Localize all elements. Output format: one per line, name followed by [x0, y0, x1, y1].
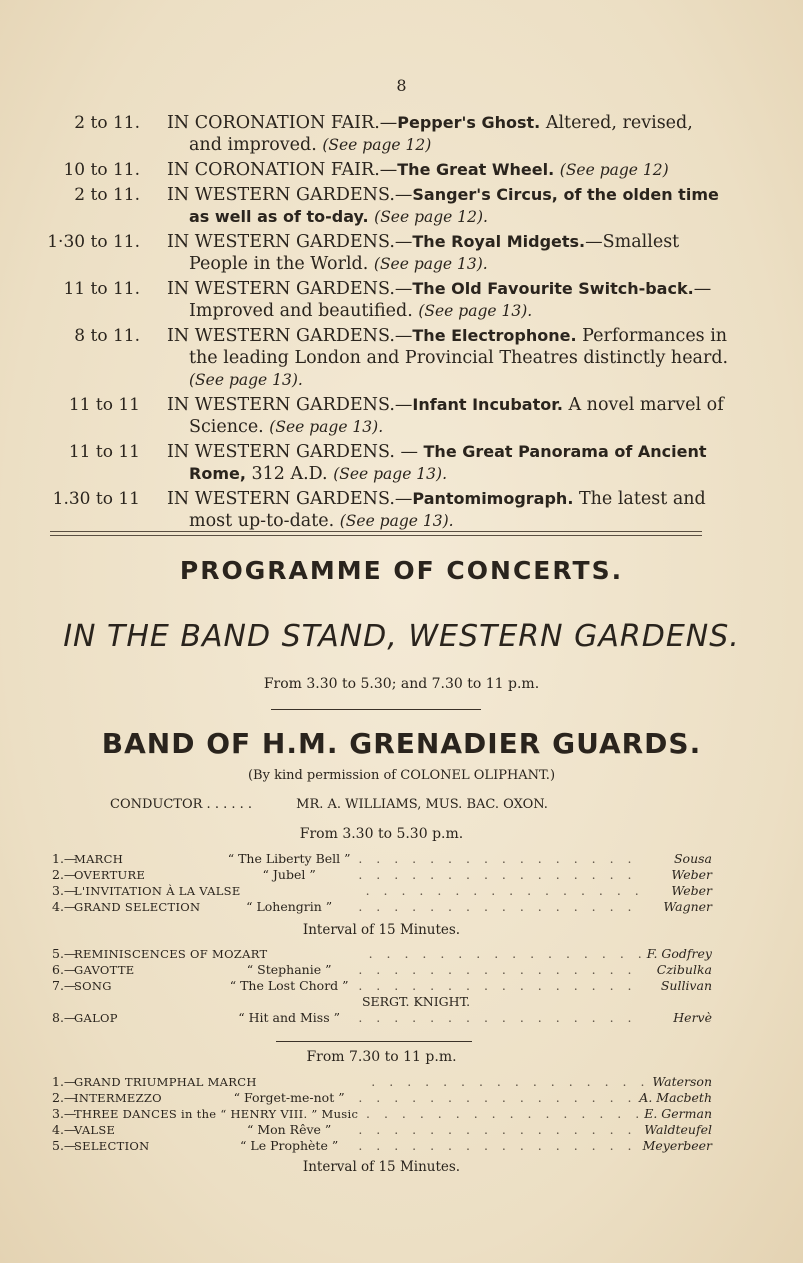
- venue-heading: IN THE BAND STAND, WESTERN GARDENS.: [63, 619, 740, 654]
- leader-dots: . . . . . . . . . . . . . . . .: [366, 1106, 645, 1121]
- item-composer: Meyerbeer: [642, 1138, 712, 1153]
- attraction-name: The Royal Midgets.: [412, 232, 586, 251]
- programme-item: [52, 1074, 712, 1090]
- item-work: “ The Liberty Bell ”: [227, 851, 351, 866]
- programme-item: [52, 962, 712, 978]
- item-work: [267, 946, 368, 962]
- attraction-note: —Smallest People in the World.: [189, 232, 680, 274]
- schedule-time: 10 to 11.: [63, 160, 140, 180]
- item-composer: Hervè: [673, 1010, 712, 1025]
- location: IN WESTERN GARDENS.—: [167, 232, 413, 252]
- schedule-description: [167, 325, 730, 391]
- item-composer: E. German: [644, 1106, 712, 1121]
- schedule-row: [40, 278, 730, 322]
- leader-dots: . . . . . . . . . . . . . . . .: [358, 867, 637, 882]
- divider-evening: [276, 1041, 472, 1042]
- item-work: “ Forget-me-not ”: [233, 1090, 345, 1105]
- item-number: 1.—: [52, 851, 77, 866]
- location: IN WESTERN GARDENS.—: [167, 185, 413, 205]
- double-rule-bottom: [50, 535, 702, 536]
- programme-item: [52, 883, 712, 899]
- leader-dots: . . . . . . . . . . . . . . . .: [358, 1122, 637, 1137]
- attraction-note: Performances in the leading London and Provincial Theatres distinctly heard.: [189, 326, 729, 368]
- schedule-description: [167, 112, 730, 156]
- schedule-time: 2 to 11.: [74, 185, 140, 205]
- band-name: BAND OF H.M. GRENADIER GUARDS.: [101, 727, 702, 760]
- programme-item: [52, 867, 712, 883]
- afternoon-program-part1: [52, 851, 712, 915]
- item-number: [52, 994, 74, 1010]
- item-work: [306, 1106, 366, 1122]
- schedule-row: [40, 394, 730, 438]
- item-title: GRAND SELECTION: [74, 900, 201, 914]
- location: IN WESTERN GARDENS. —: [167, 442, 424, 462]
- item-number: 3.—: [52, 1106, 77, 1121]
- schedule-row: [40, 488, 730, 532]
- programme-item: [52, 1010, 712, 1026]
- item-composer: Waterson: [652, 1074, 712, 1089]
- schedule-description: [167, 278, 730, 322]
- item-number: 2.—: [52, 867, 77, 882]
- interval-evening: Interval of 15 Minutes.: [302, 1159, 461, 1175]
- schedule-time: 1·30 to 11.: [47, 232, 140, 252]
- location: IN WESTERN GARDENS.—: [167, 395, 413, 415]
- item-title: L'INVITATION À LA VALSE: [74, 884, 241, 898]
- page-reference: (See page 13).: [339, 512, 454, 530]
- page-reference: (See page 13).: [418, 302, 533, 320]
- schedule-description: [167, 488, 730, 532]
- leader-dots: . . . . . . . . . . . . . . . .: [368, 946, 647, 961]
- item-work: SERGT. KNIGHT.: [361, 994, 471, 1009]
- location: IN WESTERN GARDENS.—: [167, 489, 413, 509]
- schedule-description: [167, 159, 730, 181]
- schedule-row: [40, 325, 730, 391]
- schedule-row: [40, 231, 730, 275]
- item-number: 6.—: [52, 962, 77, 977]
- schedule-row: [40, 159, 730, 181]
- attraction-note: The latest and most up-to-date.: [189, 489, 706, 531]
- item-composer: [592, 994, 712, 1010]
- location: IN WESTERN GARDENS.—: [167, 279, 413, 299]
- programme-item: [52, 1090, 712, 1106]
- item-title: GALOP: [74, 1011, 118, 1025]
- item-composer: F. Godfrey: [646, 946, 712, 961]
- item-composer: Sousa: [673, 851, 712, 866]
- attraction-note: Altered, revised, and improved.: [189, 113, 693, 155]
- item-number: 8.—: [52, 1010, 77, 1025]
- item-composer: Weber: [671, 867, 712, 882]
- schedule-time: 2 to 11.: [74, 113, 140, 133]
- schedule-description: [167, 441, 730, 485]
- item-number: 1.—: [52, 1074, 77, 1089]
- schedule-description: [167, 394, 730, 438]
- schedule-row: [40, 184, 730, 228]
- schedule-description: [167, 184, 730, 228]
- programme-item: [52, 851, 712, 867]
- item-title: GAVOTTE: [74, 963, 135, 977]
- location: IN WESTERN GARDENS.—: [167, 326, 413, 346]
- conductor-name: MR. A. WILLIAMS, MUS. BAC. OXON.: [296, 797, 548, 812]
- item-work: “ Jubel ”: [262, 867, 316, 882]
- item-title: OVERTURE: [74, 868, 146, 882]
- attraction-name: The Electrophone.: [412, 326, 577, 345]
- page-reference: (See page 12): [322, 136, 432, 154]
- page-reference: (See page 13).: [269, 418, 384, 436]
- item-composer: A. Macbeth: [639, 1090, 712, 1105]
- item-work: “ The Lost Chord ”: [229, 978, 349, 993]
- schedule-description: [167, 231, 730, 275]
- item-number: 4.—: [52, 899, 77, 914]
- item-work: “ Lohengrin ”: [246, 899, 333, 914]
- item-number: 3.—: [52, 883, 77, 898]
- item-work: [241, 883, 366, 899]
- item-work: “ Le Prophète ”: [240, 1138, 339, 1153]
- item-work: “ Stephanie ”: [246, 962, 332, 977]
- item-composer: Waldteufel: [644, 1122, 712, 1137]
- page-reference: (See page 13).: [373, 255, 488, 273]
- schedule-row: [40, 441, 730, 485]
- leader-dots: . . . . . . . . . . . . . . . .: [358, 962, 637, 977]
- item-title: REMINISCENCES OF MOZART: [74, 947, 268, 961]
- item-title: GRAND TRIUMPHAL MARCH: [74, 1075, 257, 1089]
- leader-dots: . . . . . . . . . . . . . . . .: [358, 899, 637, 914]
- attraction-name: Pepper's Ghost.: [397, 113, 541, 132]
- item-title: INTERMEZZO: [74, 1091, 162, 1105]
- item-composer: Wagner: [663, 899, 712, 914]
- item-title: SONG: [74, 979, 112, 993]
- conductor-label: CONDUCTOR . . . . . .: [110, 797, 253, 812]
- leader-dots: . . . . . . . . . . . . . . . .: [365, 883, 644, 898]
- item-number: 5.—: [52, 1138, 77, 1153]
- interval-afternoon: Interval of 15 Minutes.: [302, 922, 461, 938]
- item-title: VALSE: [74, 1123, 116, 1137]
- attraction-name: The Great Wheel.: [397, 160, 555, 179]
- attraction-name: Sanger's Circus, of the olden time as well as of to-day.: [189, 185, 719, 226]
- evening-program: [52, 1074, 712, 1154]
- item-number: 7.—: [52, 978, 77, 993]
- location: IN CORONATION FAIR.—: [167, 160, 398, 180]
- attraction-note: —Improved and beautified.: [189, 279, 712, 321]
- programme-item: [52, 978, 712, 994]
- item-title: MARCH: [74, 852, 124, 866]
- conductor-line: [110, 797, 710, 812]
- attraction-name: The Old Favourite Switch-back.: [412, 279, 694, 298]
- programme-item: [52, 899, 712, 915]
- leader-dots: [526, 994, 592, 1010]
- double-rule-top: [50, 531, 702, 532]
- page-reference: (See page 13).: [333, 465, 448, 483]
- programme-item: [52, 1106, 712, 1122]
- item-work: [257, 1074, 372, 1090]
- attractions-schedule: [40, 112, 730, 535]
- leader-dots: . . . . . . . . . . . . . . . .: [371, 1074, 650, 1089]
- location: IN CORONATION FAIR.—: [167, 113, 398, 133]
- attraction-name: The Great Panorama of Ancient Rome,: [189, 442, 707, 483]
- item-title: SELECTION: [74, 1139, 150, 1153]
- item-composer: Czibulka: [656, 962, 712, 977]
- attraction-note: 312 A.D.: [245, 464, 334, 484]
- item-composer: Sullivan: [660, 978, 712, 993]
- leader-dots: . . . . . . . . . . . . . . . .: [358, 1138, 637, 1153]
- attraction-note: A novel marvel of Science.: [189, 395, 724, 437]
- leader-dots: . . . . . . . . . . . . . . . .: [358, 1090, 637, 1105]
- programme-item: [52, 1138, 712, 1154]
- afternoon-program-part2: [52, 946, 712, 1026]
- item-title: [74, 994, 306, 1010]
- permission-note: (By kind permission of COLONEL OLIPHANT.): [247, 768, 556, 783]
- schedule-time: 11 to 11: [68, 442, 140, 462]
- page-reference: (See page 13).: [189, 371, 303, 389]
- item-work: “ Mon Rêve ”: [246, 1122, 332, 1137]
- page-reference: (See page 12).: [374, 208, 488, 226]
- item-work: “ Hit and Miss ”: [238, 1010, 340, 1025]
- programme-item: [52, 994, 712, 1010]
- afternoon-heading: From 3.30 to 5.30 p.m.: [299, 826, 464, 842]
- item-title: THREE DANCES in the “ HENRY VIII. ” Music: [74, 1107, 359, 1121]
- schedule-time: 11 to 11: [68, 395, 140, 415]
- schedule-time: 1.30 to 11: [52, 489, 140, 509]
- concert-hours: From 3.30 to 5.30; and 7.30 to 11 p.m.: [263, 676, 540, 692]
- programme-item: [52, 946, 712, 962]
- leader-dots: . . . . . . . . . . . . . . . .: [358, 978, 637, 993]
- attraction-name: Pantomimograph.: [412, 489, 574, 508]
- schedule-time: 11 to 11.: [63, 279, 140, 299]
- leader-dots: . . . . . . . . . . . . . . . .: [358, 1010, 637, 1025]
- page-number: 8: [396, 76, 407, 95]
- evening-heading: From 7.30 to 11 p.m.: [306, 1049, 457, 1065]
- item-number: 2.—: [52, 1090, 77, 1105]
- divider: [271, 709, 481, 710]
- item-composer: Weber: [671, 883, 712, 898]
- attraction-name: Infant Incubator.: [412, 395, 563, 414]
- schedule-row: [40, 112, 730, 156]
- page-reference: (See page 12): [559, 161, 669, 179]
- item-number: 5.—: [52, 946, 77, 961]
- leader-dots: . . . . . . . . . . . . . . . .: [358, 851, 637, 866]
- concerts-heading: PROGRAMME OF CONCERTS.: [179, 556, 624, 585]
- item-number: 4.—: [52, 1122, 77, 1137]
- programme-item: [52, 1122, 712, 1138]
- schedule-time: 8 to 11.: [74, 326, 140, 346]
